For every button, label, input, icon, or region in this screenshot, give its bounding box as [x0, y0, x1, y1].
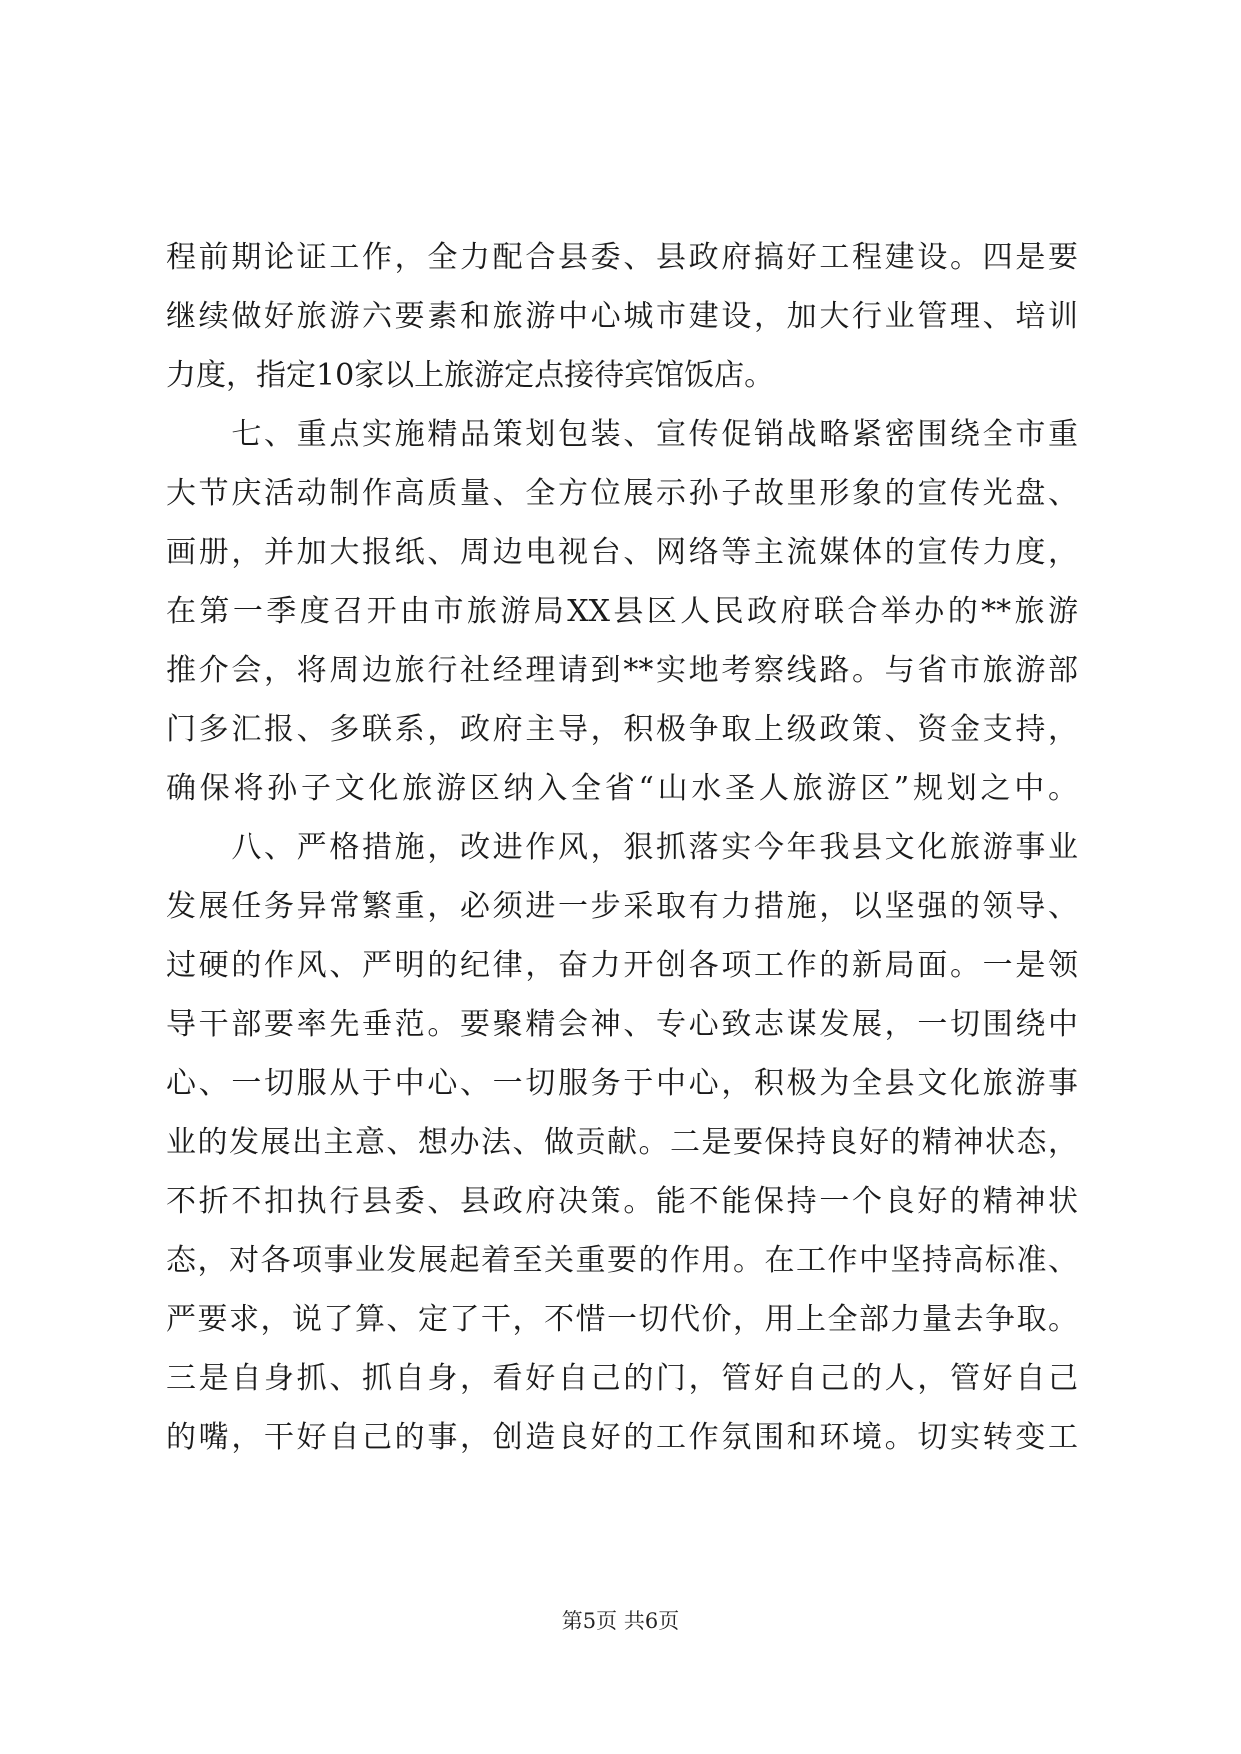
text-line: 推介会，将周边旅行社经理请到**实地考察线路。与省市旅游部 — [166, 653, 1078, 688]
text-line: 力度，指定10家以上旅游定点接待宾馆饭店。 — [166, 358, 775, 393]
text-line: 八、严格措施，改进作风，狠抓落实今年我县文化旅游事业 — [166, 830, 1078, 865]
text-line: 画册，并加大报纸、周边电视台、网络等主流媒体的宣传力度， — [166, 535, 1078, 570]
document-body — [166, 228, 1078, 1467]
text-line: 三是自身抓、抓自身，看好自己的门，管好自己的人，管好自己 — [166, 1361, 1078, 1396]
text-line: 导干部要率先垂范。要聚精会神、专心致志谋发展，一切围绕中 — [166, 1007, 1078, 1042]
text-line: 不折不扣执行县委、县政府决策。能不能保持一个良好的精神状 — [166, 1184, 1078, 1219]
text-line: 继续做好旅游六要素和旅游中心城市建设，加大行业管理、培训 — [166, 299, 1078, 334]
text-line: 门多汇报、多联系，政府主导，积极争取上级政策、资金支持， — [166, 712, 1078, 747]
text-line: 在第一季度召开由市旅游局XX县区人民政府联合举办的**旅游 — [166, 594, 1078, 629]
text-line: 严要求，说了算、定了干，不惜一切代价，用上全部力量去争取。 — [166, 1302, 1078, 1337]
text-line: 的嘴，干好自己的事，创造良好的工作氛围和环境。切实转变工 — [166, 1420, 1078, 1455]
page-footer: 第5页 共6页 — [561, 1609, 680, 1633]
text-line: 心、一切服从于中心、一切服务于中心，积极为全县文化旅游事 — [166, 1066, 1078, 1101]
text-line: 过硬的作风、严明的纪律，奋力开创各项工作的新局面。一是领 — [166, 948, 1078, 983]
text-line: 大节庆活动制作高质量、全方位展示孙子故里形象的宣传光盘、 — [166, 476, 1078, 511]
text-line: 态，对各项事业发展起着至关重要的作用。在工作中坚持高标准、 — [166, 1243, 1078, 1278]
text-line: 发展任务异常繁重，必须进一步采取有力措施，以坚强的领导、 — [166, 889, 1078, 924]
text-line: 程前期论证工作，全力配合县委、县政府搞好工程建设。四是要 — [166, 240, 1078, 275]
text-line: 七、重点实施精品策划包装、宣传促销战略紧密围绕全市重 — [166, 417, 1078, 452]
text-line: 业的发展出主意、想办法、做贡献。二是要保持良好的精神状态， — [166, 1125, 1078, 1160]
text-line: 确保将孙子文化旅游区纳入全省“山水圣人旅游区”规划之中。 — [166, 771, 1078, 806]
